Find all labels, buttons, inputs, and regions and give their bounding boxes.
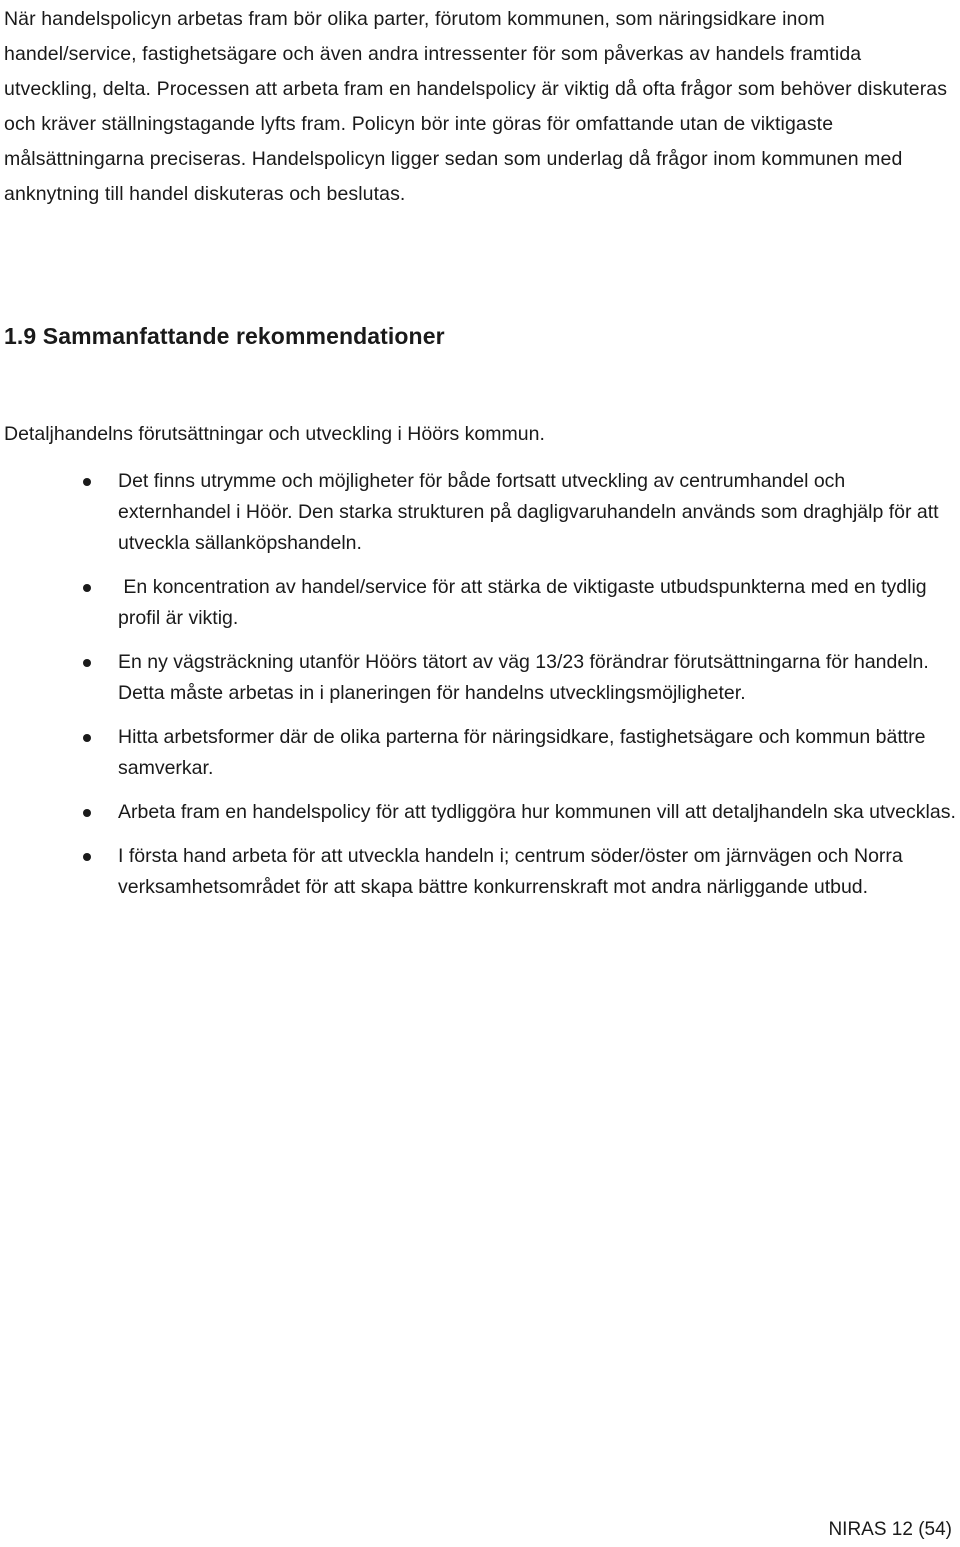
list-item: [4, 572, 956, 634]
bullet-icon: [83, 853, 91, 861]
list-item: [4, 797, 956, 828]
section-heading: 1.9 Sammanfattande rekommendationer: [4, 323, 445, 349]
bullet-icon: [83, 659, 91, 667]
list-item: [4, 466, 956, 559]
list-item: [4, 647, 956, 709]
list-item-part: Arbeta fram en handelspolicy för att tydliggöra hur kommunen vill att detaljhandeln ska utvecklas.: [118, 801, 956, 823]
list-item: [4, 841, 956, 903]
list-item-text: [118, 845, 903, 898]
list-item-part: I första hand arbeta för att utveckla handeln i; centrum söder/öster om järnvägen och Norra verksamhetsområdet för att skapa bättre konkurrenskraft mot andra närliggande utbud.: [118, 845, 903, 898]
intro-sentence: Policyn bör inte göras för omfattande utan de viktigaste målsättningarna preciseras.: [4, 113, 834, 170]
list-item-text: [118, 576, 932, 629]
recommendation-list: [4, 466, 956, 916]
page-number: NIRAS 12 (54): [828, 1519, 952, 1540]
section-lead: Detaljhandelns förutsättningar och utveckling i Höörs kommun.: [4, 423, 545, 445]
list-item-part: Det finns utrymme och möjligheter för både fortsatt utveckling av centrumhandel och externhandel i Höör.: [118, 470, 846, 523]
list-item-text: [118, 470, 939, 554]
list-item-part: Den starka strukturen på dagligvaruhandeln används som draghjälp för att utveckla sällanköpshandeln.: [118, 501, 939, 554]
list-item-text: [118, 651, 929, 704]
bullet-icon: [83, 584, 91, 592]
bullet-icon: [83, 809, 91, 817]
list-item: [4, 722, 956, 784]
list-item-part: Hitta arbetsformer där de olika parterna för näringsidkare, fastighetsägare och kommun bättre samverkar.: [118, 726, 926, 779]
list-item-text: [118, 801, 956, 823]
list-item-text: [118, 726, 926, 779]
intro-paragraph: [4, 0, 956, 212]
intro-sentence: Processen att arbeta fram en handelspolicy är viktig då ofta frågor som behöver diskuteras och kräver ställningstagande lyfts fram.: [4, 78, 948, 135]
document-page: [4, 0, 956, 1540]
intro-sentence: Handelspolicyn ligger sedan som underlag då frågor inom kommunen med anknytning till handel diskuteras och beslutas.: [4, 148, 903, 205]
list-item-part: En ny vägsträckning utanför Höörs tätort av väg 13/23 förändrar förutsättningarna för handeln.: [118, 651, 929, 673]
intro-sentence: När handelspolicyn arbetas fram bör olika parter, förutom kommunen, som näringsidkare inom handel/service, fastighetsägare och även andra intressenter för som påverkas av handels framtida utveckling, delta.: [4, 8, 862, 100]
list-item-part: En koncentration av handel/service för att stärka de viktigaste utbudspunkterna med en tydlig profil är viktig.: [118, 576, 933, 629]
list-item-part: Detta måste arbetas in i planeringen för handelns utvecklingsmöjligheter.: [118, 682, 746, 704]
bullet-icon: [83, 734, 91, 742]
bullet-icon: [83, 478, 91, 486]
